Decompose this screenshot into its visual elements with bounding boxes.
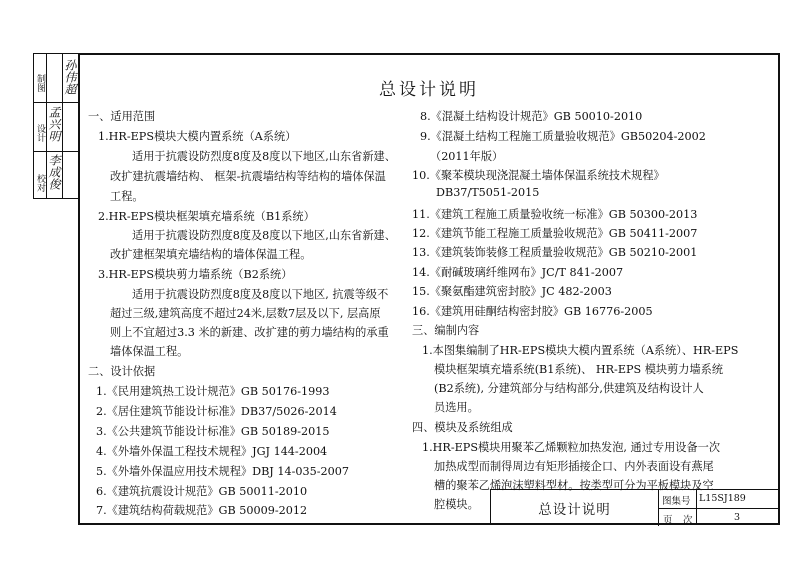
item-heading: 3.HR-EPS模块剪力墙系统（B2系统） [98,268,293,281]
reference-item: 14.《耐碱玻璃纤维网布》JC/T 841-2007 [412,266,624,279]
reference-item: 4.《外墙外保温工程技术规程》JGJ 144-2004 [96,445,328,458]
title-block-name: 总设计说明 [491,490,659,526]
page-label: 页 [663,515,673,526]
label-drawing: 制图 [35,74,45,92]
paragraph-line: 模块框架填充墙系统(B1系统)、 HR-EPS 模块剪力墙系统 [434,363,724,376]
page-title: 总设计说明 [379,80,479,100]
reference-item: 5.《外墙外保温应用技术规程》DBJ 14-035-2007 [96,465,349,478]
reference-item: 1.《民用建筑热工设计规范》GB 50176-1993 [96,385,330,398]
signature-drawing: 孙伟超 [63,59,77,95]
page-number: 3 [734,512,741,523]
paragraph-line: (B2系统), 分建筑部分与结构部分,供建筑及结构设计人 [434,382,704,395]
reference-item-cont: （2011年版） [430,150,504,163]
reference-item: 11.《建筑工程施工质量验收统一标准》GB 50300-2013 [412,208,698,221]
paragraph-line: 腔模块。 [434,498,479,511]
reference-item: 16.《建筑用硅酮结构密封胶》GB 16776-2005 [412,305,653,318]
reference-item: 8.《混凝土结构设计规范》GB 50010-2010 [420,110,643,123]
item-heading: 1.HR-EPS模块大模内置系统（A系统） [98,130,297,143]
reference-item: 15.《聚氨酯建筑密封胶》JC 482-2003 [412,285,612,298]
reference-item: 10.《聚苯模块现浇混凝土墙体保温系统技术规程》 [412,169,665,182]
paragraph-line: 适用于抗震设防烈度8度及8度以下地区,山东省新建、 [132,150,396,163]
paragraph-line: 适用于抗震设防烈度8度及8度以下地区, 抗震等级不 [132,288,389,301]
label-design: 设计 [35,124,45,142]
title-block-divider [659,508,780,509]
reference-item: 3.《公共建筑节能设计标准》GB 50189-2015 [96,425,330,438]
paragraph-line: 1.本图集编制了HR-EPS模块大模内置系统（A系统）、HR-EPS [422,344,739,357]
reference-item: 2.《居住建筑节能设计标准》DB37/5026-2014 [96,405,337,418]
paragraph-line: 改扩建框架填充墙结构的墙体保温工程。 [110,248,312,261]
item-heading: 2.HR-EPS模块框架填充墙系统（B1系统） [98,210,315,223]
paragraph-line: 槽的聚苯乙烯泡沫塑料型材。按类型可分为平板模块及空 [434,479,714,492]
reference-item: 12.《建筑节能工程施工质量验收规范》GB 50411-2007 [412,227,698,240]
signature-proofread: 李成俊 [47,154,61,190]
paragraph-line: 则上不宜超过3.3 米的新建、改扩建的剪力墙结构的承重 [110,326,389,339]
strip-divider [34,102,80,103]
reference-item: 13.《建筑装饰装修工程质量验收规范》GB 50210-2001 [412,246,698,259]
strip-divider [34,151,80,152]
section-heading: 三、编制内容 [412,324,480,337]
section-heading: 二、设计依据 [88,365,156,378]
approval-strip [33,53,79,199]
signature-design: 孟兴明 [47,106,61,142]
paragraph-line: 超过三级,建筑高度不超过24米,层数7层及以下, 层高原 [110,307,381,320]
atlas-number: L15SJ189 [699,493,746,504]
paragraph-line: 员选用。 [434,401,479,414]
paragraph-line: 改扩建抗震墙结构、 框架-抗震墙结构等结构的墙体保温 [110,170,386,183]
paragraph-line: 适用于抗震设防烈度8度及8度以下地区,山东省新建、 [132,229,396,242]
reference-item: 9.《混凝土结构工程施工质量验收规范》GB50204-2002 [420,130,706,143]
section-heading: 四、模块及系统组成 [412,421,513,434]
title-block [490,489,780,525]
reference-item-cont: DB37/T5051-2015 [436,186,540,199]
reference-item: 7.《建筑结构荷载规范》GB 50009-2012 [96,504,308,517]
atlas-label: 图集号 [662,496,691,507]
paragraph-line: 墙体保温工程。 [110,345,189,358]
section-heading: 一、适用范围 [88,110,156,123]
paragraph-line: 加热成型而制得周边有矩形插接企口、内外表面设有燕尾 [434,460,714,473]
paragraph-line: 工程。 [110,190,144,203]
reference-item: 6.《建筑抗震设计规范》GB 50011-2010 [96,485,308,498]
label-proofread: 校对 [35,174,45,192]
page-label-2: 次 [683,515,693,526]
paragraph-line: 1.HR-EPS模块用聚苯乙烯颗粒加热发泡, 通过专用设备一次 [422,441,721,454]
